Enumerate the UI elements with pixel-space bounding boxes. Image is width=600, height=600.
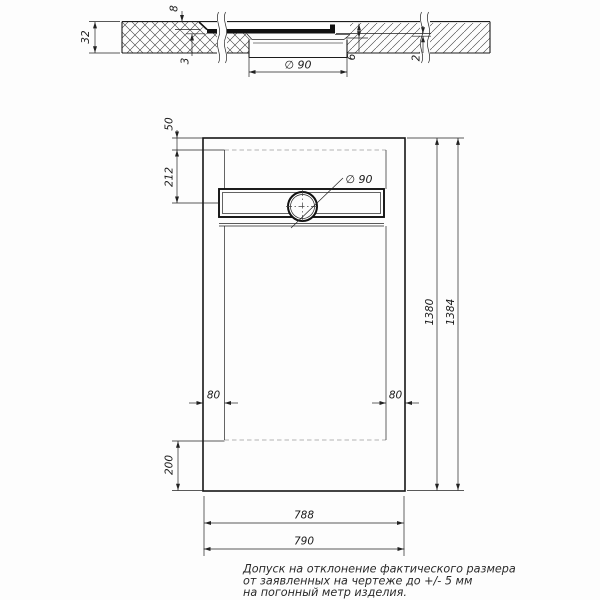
- section-dim-dia90-label: ∅ 90: [284, 58, 312, 72]
- plan-dim-50-label: 50: [163, 117, 176, 131]
- tolerance-note-line2: от заявленных на чертеже до +/- 5 мм: [243, 574, 473, 588]
- plan-dim-80-right: [372, 390, 419, 406]
- plan-dim-dia90-label: ∅ 90: [345, 173, 373, 186]
- tolerance-note-line3: на погонный метр изделия.: [243, 586, 407, 599]
- section-view: [80, 5, 490, 77]
- plan-drain-circle: [286, 190, 319, 223]
- section-dim-8-label: 8: [168, 5, 181, 12]
- section-drain-flange: [247, 34, 350, 43]
- plan-dim-200-label: 200: [163, 454, 176, 476]
- section-dim-2-label: 2: [410, 54, 423, 62]
- section-right-body: [347, 23, 490, 53]
- plan-dim-80-right-label: 80: [388, 389, 403, 402]
- plan-dim-80-left: [189, 390, 238, 406]
- plan-dim-788-790: [204, 496, 405, 556]
- plan-dim-788-label: 788: [293, 509, 315, 522]
- plan-dim-212-label: 212: [163, 166, 176, 188]
- plan-dim-200: [164, 441, 225, 491]
- plan-dim-80-left-label: 80: [206, 389, 221, 402]
- plan-dim-790-label: 790: [293, 535, 315, 548]
- section-dim-32: [80, 22, 120, 53]
- section-dim-6-label: 6: [346, 53, 358, 61]
- plan-view: [164, 117, 465, 556]
- plan-dim-1380-label: 1380: [424, 298, 436, 326]
- tolerance-note: [242, 563, 516, 600]
- section-drain-body: [249, 40, 347, 58]
- section-dim-3-label: 3: [179, 57, 192, 65]
- section-dim-dia90: [249, 58, 347, 78]
- plan-outer-rect: [203, 138, 405, 491]
- plan-dim-50-212: [164, 117, 225, 203]
- plan-dim-1380-1384: [407, 138, 464, 491]
- section-dim-32-label: 32: [80, 30, 92, 44]
- section-left-body: [122, 22, 252, 53]
- plan-dim-1384-label: 1384: [445, 298, 457, 326]
- tolerance-note-line1: Допуск на отклонение фактического размера: [243, 562, 516, 576]
